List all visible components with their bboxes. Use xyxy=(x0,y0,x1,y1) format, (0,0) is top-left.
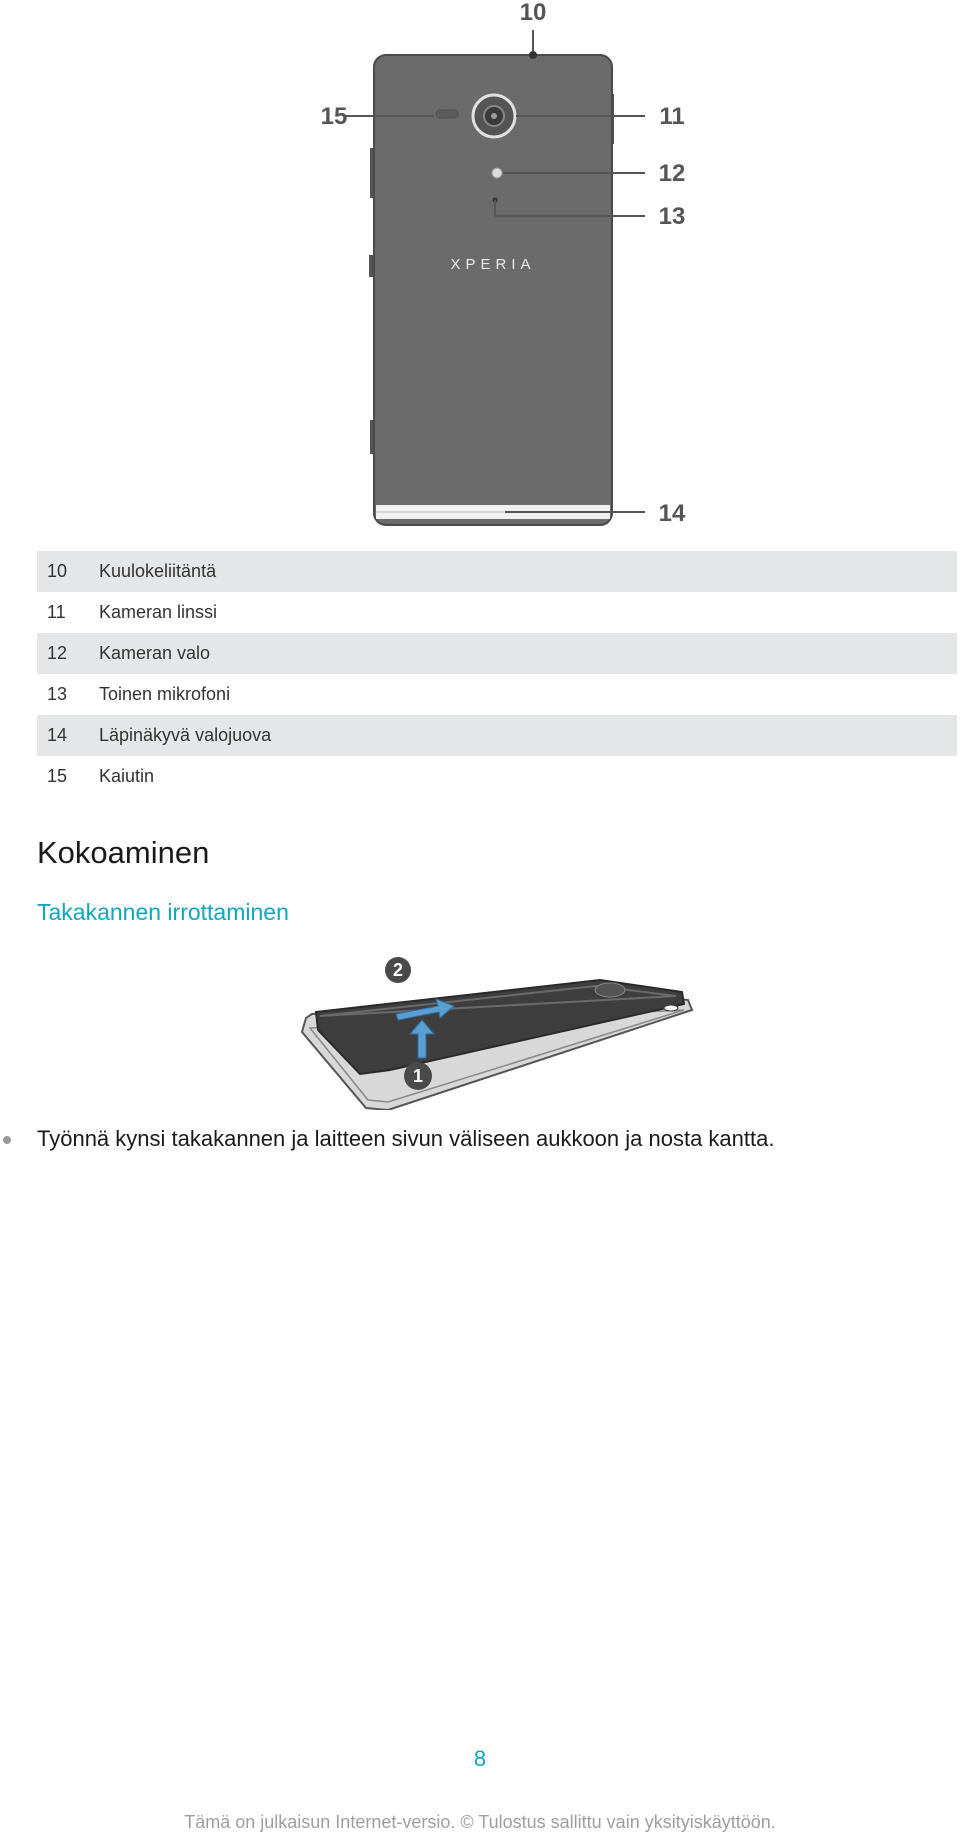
legend-row xyxy=(37,756,957,797)
legend-label: Toinen mikrofoni xyxy=(99,684,231,704)
legend-number: 12 xyxy=(47,643,68,663)
legend-label: Kameran valo xyxy=(99,643,211,663)
legend-number: 15 xyxy=(47,766,68,786)
legend-label: Läpinäkyvä valojuova xyxy=(99,725,272,745)
legend-label: Kuulokeliitäntä xyxy=(99,561,217,581)
brand-logo: XPERIA xyxy=(450,256,536,273)
callout-11: 11 xyxy=(659,103,685,130)
step-number-1: 1 xyxy=(412,1066,424,1086)
legend-row xyxy=(37,551,957,592)
side-port xyxy=(664,1005,678,1011)
instruction-text: Työnnä kynsi takakannen ja laitteen sivun väliseen aukkoon ja nosta kantta. xyxy=(37,1126,775,1151)
callout-10: 10 xyxy=(519,0,547,26)
legend-row xyxy=(37,674,957,715)
section-title: Kokoaminen xyxy=(37,835,210,870)
page-number: 8 xyxy=(473,1746,487,1771)
bullet-dot xyxy=(3,1136,11,1144)
cover-camera xyxy=(595,983,625,997)
legend-row xyxy=(37,633,957,674)
subsection-title: Takakannen irrottaminen xyxy=(37,899,289,925)
legend-row xyxy=(37,592,957,633)
callout-14: 14 xyxy=(658,500,686,527)
step-number-2: 2 xyxy=(392,960,404,980)
callout-15: 15 xyxy=(320,103,348,130)
legend-row xyxy=(37,715,957,756)
speaker-grille xyxy=(436,110,458,118)
phone-back-illustration xyxy=(300,0,700,535)
legend-label: Kaiutin xyxy=(99,766,155,786)
cover-removal-illustration xyxy=(300,950,700,1110)
callout-12: 12 xyxy=(658,160,686,187)
headphone-jack xyxy=(529,51,537,59)
camera-flash xyxy=(492,168,502,178)
legend-number: 14 xyxy=(47,725,68,745)
callout-13: 13 xyxy=(658,203,686,230)
legend-number: 10 xyxy=(47,561,68,581)
footer-note: Tämä on julkaisun Internet-versio. © Tulostus sallittu vain yksityiskäyttöön. xyxy=(184,1812,776,1832)
legend-number: 13 xyxy=(47,684,68,704)
legend-label: Kameran linssi xyxy=(99,602,218,622)
legend-number: 11 xyxy=(47,602,66,622)
legend-table xyxy=(37,551,957,797)
